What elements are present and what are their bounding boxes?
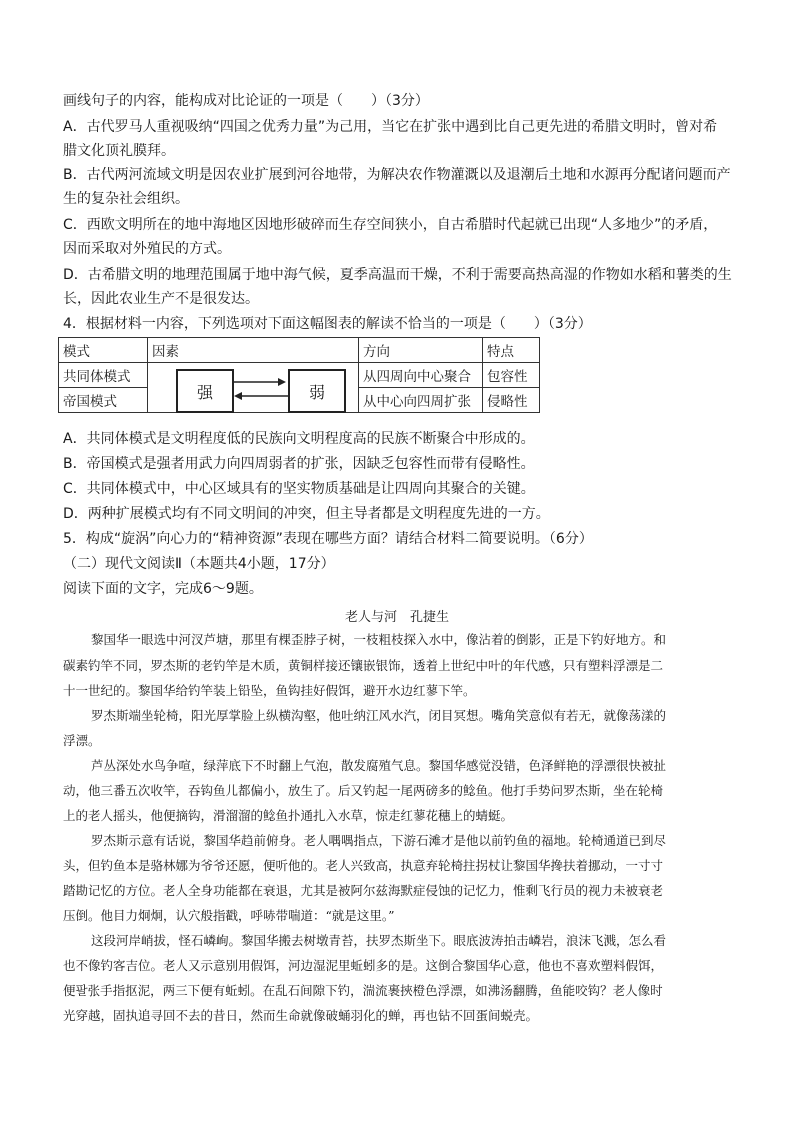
article-line: 便팔张手指抠泥，两三下便有蚯蚓。在乱石间隙下钓，湍流裹挾橙色浮漂，如沸汤翻腾，鱼能咬钩？老人像时 <box>63 983 663 998</box>
model-table <box>58 337 540 413</box>
arrow-left-head <box>234 392 242 400</box>
option-b-cont: 生的复杂社会组织。 <box>63 191 189 207</box>
option-b: B．古代两河流域文明是因农业扩展到河谷地带，为解决农作物灌溉以及退潮后土地和水源再分配诸问题而产 <box>63 167 731 183</box>
question-4-stem: 4．根据材料一内容，下列选项对下面这幅图表的解读不恰当的一项是（ ）（3分） <box>63 316 592 332</box>
article-line: 罗杰斯示意有话说，黎国华趋前俯身。老人喁喁指点，下游石滩才是他以前钓鱼的福地。轮椅通道已到尽 <box>91 833 667 848</box>
factor-diagram <box>148 363 359 413</box>
header-feature: 特点 <box>483 338 540 363</box>
article-line: 十一世纪的。黎国华给钓竿装上铅坠，鱼钩挂好假饵，避开水边红蓼下竿。 <box>63 683 476 698</box>
q4-option-d: D．两种扩展模式均有不同文明间的冲突，但主导者都是文明程度先进的一方。 <box>63 506 550 522</box>
article-line: 浮漂。 <box>63 733 101 748</box>
article-line: 碳素钓竿不同，罗杰斯的老钓竿是木质，黄铜样接还镶嵌银饰，透着上世纪中叶的年代感，只有塑料浮漂是二 <box>63 658 664 673</box>
article-line: 上的老人摇头，他便摘钩，滑溜溜的鲶鱼扑通扎入水草，惊走红蓼花穗上的蜻蜓。 <box>63 808 514 823</box>
reading-instruction: 阅读下面的文字，完成6～9题。 <box>63 581 263 597</box>
arrows <box>148 363 358 415</box>
option-c: C．西欧文明所在的地中海地区因地形破碎而生存空间狭小，自古希腊时代起就已出现“人多地少”的矛盾， <box>63 217 718 233</box>
diagram-area <box>148 363 358 412</box>
article-line: 芦丛深处水鸟争喧，绿萍底下不时翻上气泡，散发腐殖气息。黎国华感觉没错，色泽鲜艳的浮漂很快被扯 <box>91 758 667 773</box>
arrow-right-head <box>278 378 286 386</box>
row-1-feature: 包容性 <box>483 363 540 388</box>
row-2-direction: 从中心向四周扩张 <box>359 388 483 413</box>
article-line: 这段河岸峭拔，怪石嶙峋。黎国华搬去树墩青苔，扶罗杰斯坐下。眼底波涛拍击嶙岩，浪沫飞溅，怎么看 <box>91 933 667 948</box>
question-3-stem: 画线句子的内容，能构成对比论证的一项是（ ）（3分） <box>63 93 429 109</box>
row-2-feature: 侵略性 <box>483 388 540 413</box>
table-header-row <box>59 338 540 363</box>
row-1-direction: 从四周向中心聚合 <box>359 363 483 388</box>
question-5: 5．构成“旋涡”向心力的“精神资源”表现在哪些方面？请结合材料二简要说明。（6分） <box>63 531 593 547</box>
q4-option-b: B．帝国模式是强者用武力向四周弱者的扩张，因缺乏包容性而带有侵略性。 <box>63 456 535 472</box>
article-line: 踏勘记忆的方位。老人全身功能都在衰退，尤其是被阿尔兹海默症侵蚀的记忆力，惟剩飞行员的视力未被衰老 <box>63 883 664 898</box>
row-2-mode: 帝国模式 <box>59 388 148 413</box>
weak-box: 弱 <box>288 369 346 413</box>
q4-option-a: A．共同体模式是文明程度低的民族向文明程度高的民族不断聚合中形成的。 <box>63 431 535 447</box>
header-mode: 模式 <box>59 338 148 363</box>
header-factor: 因素 <box>148 338 359 363</box>
article-line: 头，但钓鱼本是骆林娜为爷爷还愿，便听他的。老人兴致高，执意弃轮椅拄拐杖让黎国华搀扶着挪动，一寸寸 <box>63 858 664 873</box>
option-a: A．古代罗马人重视吸纳“四国之优秀力量”为己用，当它在扩张中遇到比自己更先进的希腊文明时，曾对希 <box>63 119 718 135</box>
row-1-mode: 共同体模式 <box>59 363 148 388</box>
q4-option-c: C．共同体模式中，中心区域具有的坚实物质基础是让四周向其聚合的关键。 <box>63 481 535 497</box>
option-d-cont: 长，因此农业生产不是很发达。 <box>63 291 259 307</box>
header-direction: 方向 <box>359 338 483 363</box>
section-heading: （二）现代文阅读Ⅱ（本题共4小题，17分） <box>63 556 335 572</box>
strong-box: 强 <box>176 369 234 413</box>
article-line: 动，他三番五次收竿，吞钩鱼儿都偏小，放生了。后又钓起一尾两磅多的鲶鱼。他打手势问罗杰斯，坐在轮椅 <box>63 783 664 798</box>
option-a-cont: 腊文化顶礼膜拜。 <box>63 143 175 159</box>
article-line: 罗杰斯端坐轮椅，阳光厚掌脸上纵横沟壑，他吐纳江风水汽，闭目冥想。嘴角笑意似有若无，就像荡漾的 <box>91 708 667 723</box>
article-line: 压倒。他目力炯炯，认穴般指戳，呼哧带喘道：“就是这里。” <box>63 908 395 923</box>
table-row <box>59 363 540 388</box>
article-line: 黎国华一眼选中河汊芦塘，那里有棵歪脖子树，一枝粗枝探入水中，像沾着的倒影，正是下钓好地方。和 <box>91 632 667 647</box>
article-title: 老人与河 孔捷生 <box>344 610 449 625</box>
option-c-cont: 因而采取对外殖民的方式。 <box>63 241 231 257</box>
option-d: D．古希腊文明的地理范围属于地中海气候，夏季高温而干燥，不利于需要高热高湿的作物如水稻和薯类的生 <box>63 267 732 283</box>
article-line: 光穿越，固执追寻回不去的昔日，然而生命就像破蛹羽化的蝉，再也钻不回蛋间蜕壳。 <box>63 1008 539 1023</box>
article-line: 也不像钓客吉位。老人又示意别用假饵，河边湿泥里蚯蚓多的是。这倒合黎国华心意，他也不喜欢塑料假饵， <box>63 958 664 973</box>
